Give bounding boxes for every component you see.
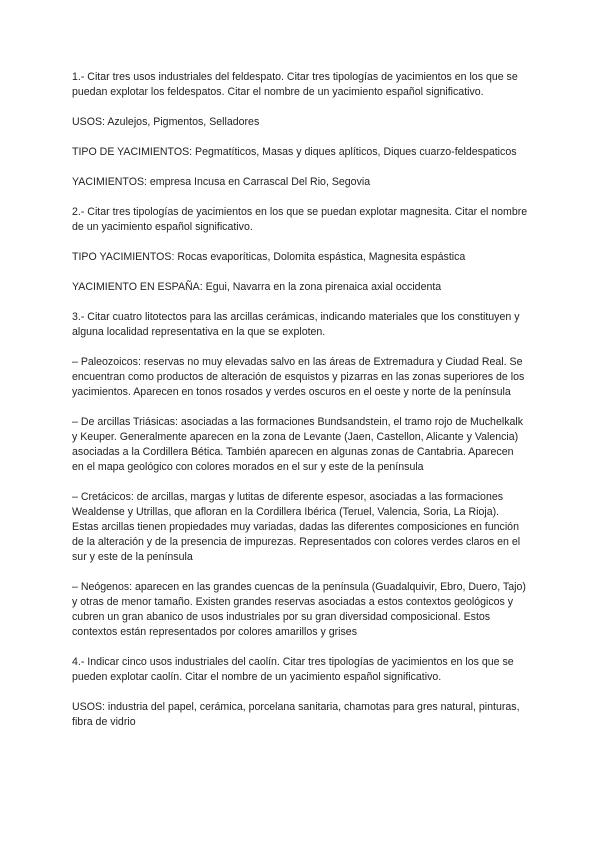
q2-yacimiento: YACIMIENTO EN ESPAÑA: Egui, Navarra en la zona pirenaica axial occidenta: [72, 281, 442, 293]
q3-cretacicos: – Cretácicos: de arcillas, margas y lutitas de diferente espesor, asociadas a las formaciones Wealdense y Utrillas, que afloran en la Cordillera Ibérica (Teruel, Valencia, Soria, La Rioja). Estas arcillas tienen propiedades muy variadas, dadas las diferentes composiciones en función de la alteración y de la presencia de impurezas. Representados con colores verdes claros en el sur y este de la península: [72, 491, 521, 563]
q1-usos: USOS: Azulejos, Pigmentos, Selladores: [72, 116, 260, 128]
question-1: 1.- Citar tres usos industriales del feldespato. Citar tres tipologías de yacimientos en los que se puedan explotar los feldespatos. Citar el nombre de un yacimiento español significativo.: [72, 71, 518, 98]
q3-triasicas: – De arcillas Triásicas: asociadas a las formaciones Bundsandstein, el tramo rojo de Muchelkalk y Keuper. Generalmente aparecen en la zona de Levante (Jaen, Castellon, Alicante y Valencia) asociadas a la Cordillera Bética. También aparecen en algunas zonas de Cantabria. Aparecen en el mapa geológico con colores morados en el sur y este de la península: [72, 416, 524, 473]
question-2: 2.- Citar tres tipologías de yacimientos en los que se puedan explotar magnesita. Citar el nombre de un yacimiento español significativo.: [72, 206, 528, 233]
q3-paleozoicos: – Paleozoicos: reservas no muy elevadas salvo en las áreas de Extremadura y Ciudad Real. Se encuentran como productos de alteración de esquistos y pizarras en las zonas superiores de los yacimientos. Aparecen en tonos rosados y verdes oscuros en el oeste y norte de la península: [72, 356, 525, 398]
q1-tipos: TIPO DE YACIMIENTOS: Pegmatíticos, Masas y diques aplíticos, Diques cuarzo-feldespaticos: [72, 146, 517, 158]
q1-yacimientos: YACIMIENTOS: empresa Incusa en Carrascal Del Rio, Segovia: [72, 176, 371, 188]
q3-neogenos: – Neógenos: aparecen en las grandes cuencas de la península (Guadalquivir, Ebro, Duero, Tajo) y otras de menor tamaño. Existen grandes reservas asociadas a estos contextos geológicos y cubren un gran abanico de usos industriales por su gran diversidad composicional. Estos contextos están representados por colores amarillos y grises: [72, 581, 526, 638]
question-4: 4.- Indicar cinco usos industriales del caolín. Citar tres tipologías de yacimientos en los que se pueden explotar caolín. Citar el nombre de un yacimiento español significativo.: [72, 656, 514, 683]
q2-tipos: TIPO YACIMIENTOS: Rocas evaporíticas, Dolomita espástica, Magnesita espástica: [72, 251, 466, 263]
q4-usos: USOS: industria del papel, cerámica, porcelana sanitaria, chamotas para gres natural, pinturas, fibra de vidrio: [72, 701, 520, 728]
question-3: 3.- Citar cuatro litotectos para las arcillas cerámicas, indicando materiales que los constituyen y alguna localidad representativa en la que se exploten.: [72, 311, 520, 338]
